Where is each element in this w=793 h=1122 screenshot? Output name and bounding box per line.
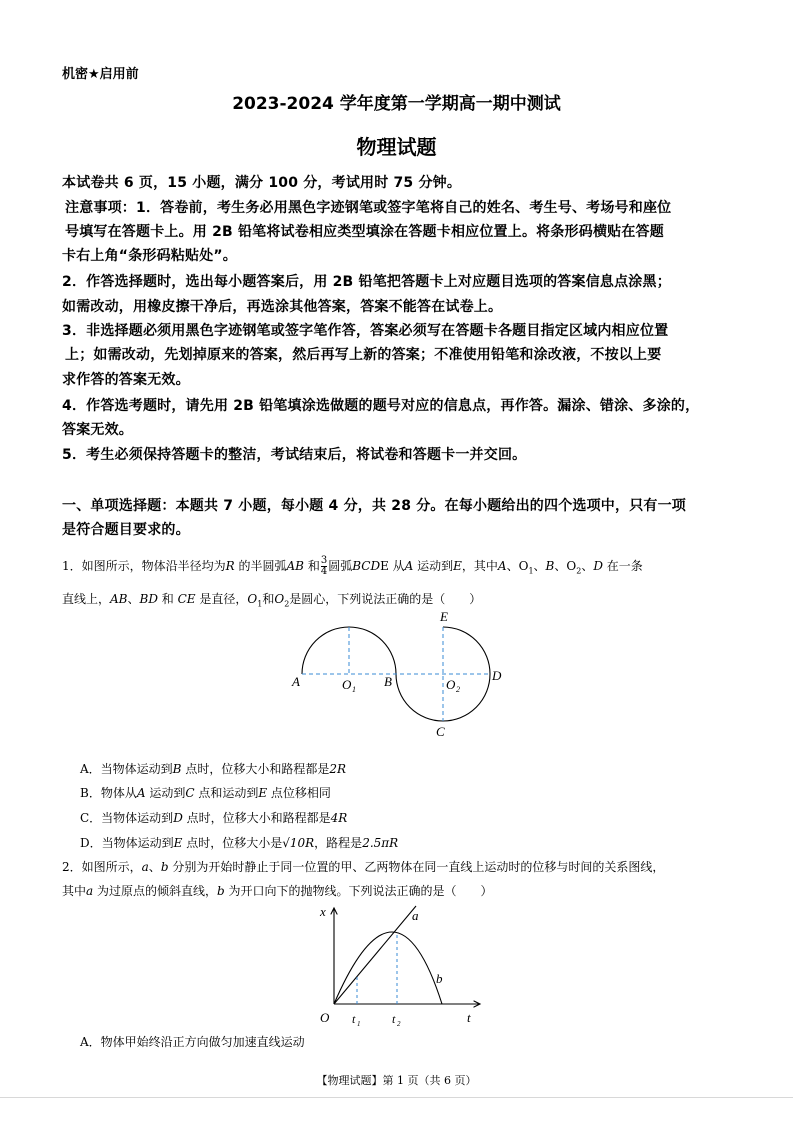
label-t: t (467, 1010, 471, 1025)
label-t2-sub: 2 (397, 1020, 401, 1028)
exam-intro: 本试卷共 6 页，15 小题，满分 100 分，考试用时 75 分钟。 (62, 175, 462, 191)
notice-4-line-2: 答案无效。 (62, 422, 133, 438)
q1-option-a[interactable]: A．当物体运动到B 点时，位移大小和路程都是2R (80, 762, 346, 776)
label-d: D (492, 668, 502, 683)
notice-3-line-2: 上；如需改动，先划掉原来的答案，然后再写上新的答案；不准使用铅笔和涂改液，不按以上要 (65, 347, 662, 363)
notice-1-line-1: 注意事项：1．答卷前，考生务必用黑色字迹钢笔或签字笔将自己的姓名、考生号、考场号和座位 (65, 200, 672, 216)
label-a: A (292, 674, 300, 689)
label-c: C (436, 724, 445, 739)
label-origin: O (320, 1010, 330, 1025)
label-o1-sub: 1 (352, 685, 356, 694)
notice-2-line-1: 2．作答选择题时，选出每小题答案后，用 2B 铅笔把答题卡上对应题目选项的答案信息点涂黑； (62, 274, 671, 290)
label-t1-sub: 1 (357, 1020, 361, 1028)
page-footer: 【物理试题】第 1 页（共 6 页） (316, 1074, 477, 1087)
label-b-curve: b (436, 971, 443, 986)
question-2-line-2: 其中a 为过原点的倾斜直线，b 为开口向下的抛物线。下列说法正确的是（ ） (62, 884, 493, 898)
notice-5: 5．考生必须保持答题卡的整洁，考试结束后，将试卷和答题卡一并交回。 (62, 447, 527, 463)
q1-arc-figure (280, 605, 520, 745)
label-t2: t (392, 1012, 396, 1026)
q1-option-b[interactable]: B．物体从A 运动到C 点和运动到E 点位移相同 (80, 786, 331, 800)
label-e: E (440, 609, 448, 624)
section-1-heading-line-1: 一、单项选择题：本题共 7 小题，每小题 4 分，共 28 分。在每小题给出的四个选项中，只有一项 (62, 498, 687, 514)
notice-1-line-2: 号填写在答题卡上。用 2B 铅笔将试卷相应类型填涂在答题卡相应位置上。将条形码横贴在答题 (65, 224, 664, 240)
label-o1: O (342, 677, 352, 692)
q1-option-c[interactable]: C．当物体运动到D 点时，位移大小和路程都是4R (80, 811, 348, 825)
line-a (334, 906, 416, 1004)
label-o2: O (446, 677, 456, 692)
notice-1-line-3: 卡右上角“条形码粘贴处”。 (62, 248, 238, 264)
notice-3-line-3: 求作答的答案无效。 (62, 372, 190, 388)
label-a-curve: a (412, 908, 419, 923)
question-1-line-1: 1．如图所示，物体沿半径均为R 的半圆弧AB 和 $\frac{3}{4}$ 圆弧BCDE 从A 运动到E，其中A、$O_1$、B、$O_2$、D 在一条 (62, 555, 643, 577)
q2-xt-graph (312, 900, 492, 1030)
subject-title: 物理试题 (356, 135, 437, 159)
q2-option-a[interactable]: A．物体甲始终沿正方向做匀加速直线运动 (80, 1035, 305, 1049)
label-t1: t (352, 1012, 356, 1026)
notice-3-line-1: 3．非选择题必须用黑色字迹钢笔或签字笔作答，答案必须写在答题卡各题目指定区域内相应位置 (62, 323, 669, 339)
question-1-line-2: 直线上，AB、BD 和 CE 是直径，$O_1$和$O_2$是圆心，下列说法正确的是（ ） (62, 592, 482, 609)
exam-title: 2023-2024 学年度第一学期高一期中测试 (232, 94, 561, 114)
label-o2-sub: 2 (456, 685, 460, 694)
section-1-heading-line-2: 是符合题目要求的。 (62, 522, 190, 538)
confidential-mark: 机密★启用前 (62, 67, 139, 82)
question-2-line-1: 2．如图所示，a、b 分别为开始时静止于同一位置的甲、乙两物体在同一直线上运动时的位移与时间的关系图线， (62, 860, 665, 874)
notice-4-line-1: 4．作答选考题时，请先用 2B 铅笔填涂选做题的题号对应的信息点，再作答。漏涂、错涂、多涂的， (62, 398, 700, 414)
notice-2-line-2: 如需改动，用橡皮擦干净后，再选涂其他答案，答案不能答在试卷上。 (62, 299, 503, 315)
label-b: B (384, 674, 392, 689)
q1-option-d[interactable]: D．当物体运动到E 点时，位移大小是√10R，路程是2.5πR (80, 836, 399, 850)
label-x: x (320, 904, 326, 919)
parabola-b (334, 932, 442, 1004)
bottom-divider (0, 1097, 793, 1098)
